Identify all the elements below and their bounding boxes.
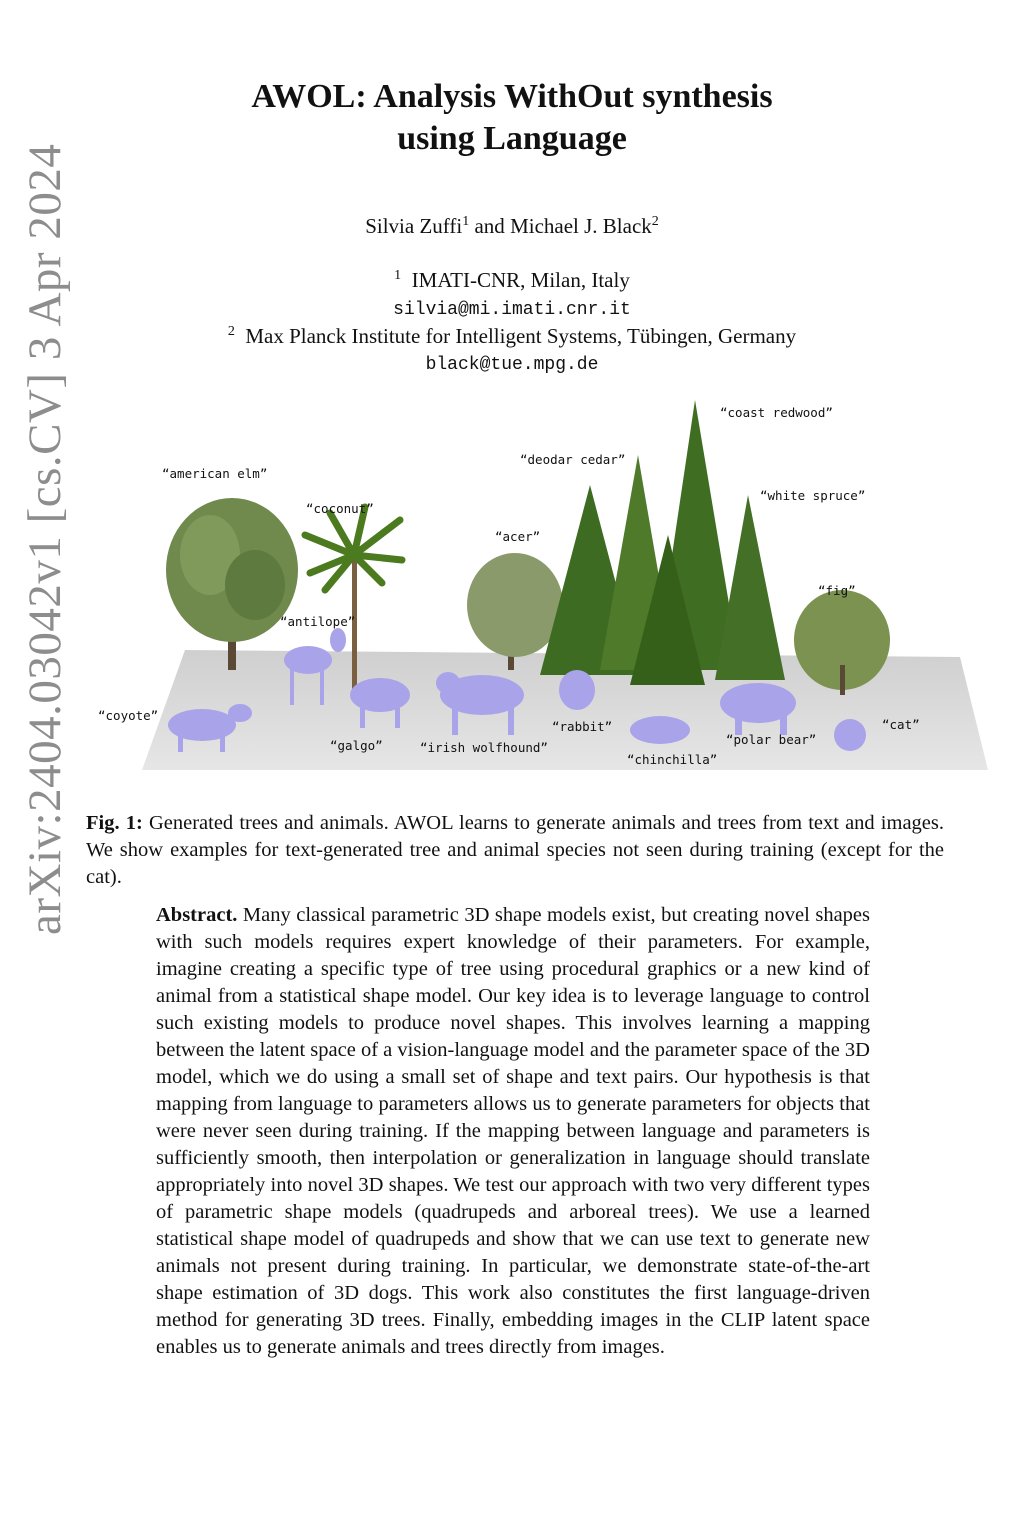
antilope-leg-2: [320, 665, 324, 705]
caption-label: Fig. 1:: [86, 812, 143, 834]
coyote-leg: [178, 730, 183, 752]
affiliation-1-marker: 1: [394, 268, 402, 283]
label-deodar-cedar: “deodar cedar”: [520, 452, 626, 467]
abstract-text: Many classical parametric 3D shape models exist, but creating novel shapes with such models requires expert knowledge of their parameters. For example, imagine creating a specific type of tree using procedural graphics or a new kind of animal from a statistical shape model. Our key idea is to leverage language to control such existing models to produce novel shapes. This involves learning a mapping between the latent space of a vision-language model and the parameter space of the 3D model, which we do using a small set of shape and text pairs. Our hypothesis is that mapping from language to parameters allows us to generate parameters for objects that were never seen during training. If the mapping between language and parameters is sufficiently smooth, then interpolation or generalization in language should translate appropriately into novel 3D shapes. We test our approach with two very different types of parametric shape models (quadrupeds and arboreal trees). We use a learned statistical shape model of quadrupeds and show that we can use text to generate new animals not present during training. In particular, we demonstrate state-of-the-art shape estimation of 3D dogs. This work also constitutes the first language-driven method for generating 3D trees. Finally, embedding images in the CLIP latent space enables us to generate animals and trees directly from images.: [156, 904, 870, 1358]
arxiv-identifier: arXiv:2404.03042v1 [cs.CV] 3 Apr 2024: [19, 143, 71, 935]
title-line-2: using Language: [397, 120, 627, 157]
label-polar-bear: “polar bear”: [726, 732, 817, 747]
affiliation-1: [0, 268, 1024, 293]
antilope-leg: [290, 665, 294, 705]
animal-cat: [834, 719, 866, 751]
label-chinchilla: “chinchilla”: [627, 752, 718, 767]
wolfhound-head: [436, 672, 460, 694]
author-list: [0, 214, 1024, 239]
figure-1-illustration: [90, 395, 990, 780]
author-2-affiliation: 2: [651, 214, 659, 229]
affiliation-1-name: IMATI-CNR, Milan, Italy: [411, 268, 630, 292]
coyote-leg-2: [220, 730, 225, 752]
author-1-affiliation: 1: [462, 214, 470, 229]
label-coyote: “coyote”: [98, 708, 159, 723]
coyote-head: [228, 704, 252, 722]
label-cat: “cat”: [882, 717, 920, 732]
affiliation-1-email[interactable]: silvia@mi.imati.cnr.it: [393, 300, 631, 320]
label-irish-wolfhound: “irish wolfhound”: [420, 740, 548, 755]
author-1: Silvia Zuffi: [365, 214, 463, 238]
antilope-head: [330, 628, 346, 652]
author-2: Michael J. Black: [510, 214, 652, 238]
label-american-elm: “american elm”: [162, 466, 268, 481]
affiliation-2-name: Max Planck Institute for Intelligent Systems, Tübingen, Germany: [245, 324, 797, 348]
abstract-label: Abstract.: [156, 904, 238, 926]
figure-1: [90, 395, 990, 780]
tree-american-elm: [166, 498, 298, 670]
label-coast-redwood: “coast redwood”: [720, 405, 833, 420]
affiliation-2-email[interactable]: black@tue.mpg.de: [425, 355, 599, 375]
abstract: [156, 902, 870, 1361]
label-acer: “acer”: [495, 529, 541, 544]
label-white-spruce: “white spruce”: [760, 488, 866, 503]
animal-chinchilla: [630, 716, 690, 744]
caption-text: Generated trees and animals. AWOL learns to generate animals and trees from text and images. We show examples for text-generated tree and animal species not seen during training (except for the cat).: [86, 812, 944, 888]
affiliation-2-marker: 2: [227, 324, 235, 339]
label-galgo: “galgo”: [330, 738, 383, 753]
wolfhound-leg-2: [508, 705, 514, 735]
title-line-1: AWOL: Analysis WithOut synthesis: [251, 78, 773, 115]
animal-rabbit: [559, 670, 595, 710]
paper-title: [0, 76, 1024, 160]
affiliation-2: [0, 324, 1024, 349]
galgo-leg: [360, 700, 365, 728]
galgo-leg-2: [395, 700, 400, 728]
wolfhound-leg: [452, 705, 458, 735]
figure-caption: [86, 810, 944, 891]
author-conjunction: and: [474, 214, 505, 238]
label-antilope: “antilope”: [280, 614, 356, 629]
label-rabbit: “rabbit”: [552, 719, 613, 734]
animal-galgo: [350, 678, 410, 712]
label-coconut: “coconut”: [306, 501, 374, 516]
label-fig: “fig”: [818, 583, 856, 598]
